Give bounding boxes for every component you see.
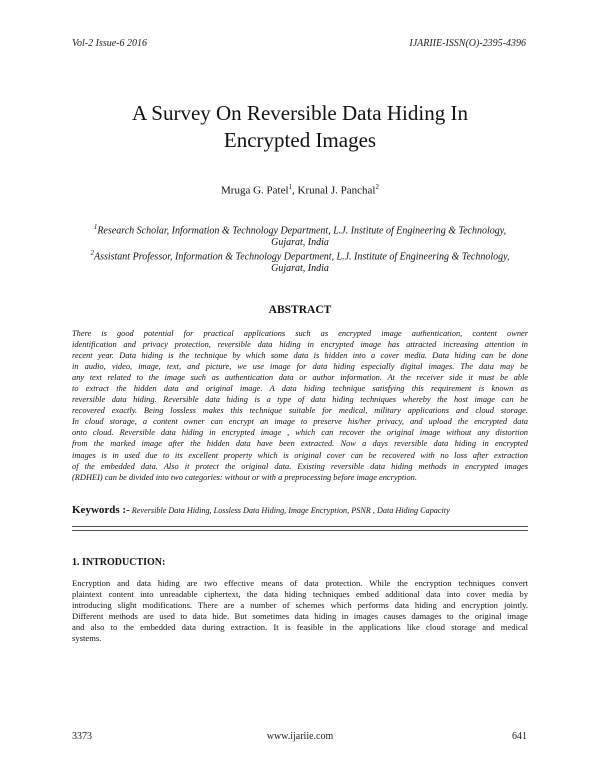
- intro-line: Different methods are used to data hide. But sometimes data hiding in images causes damages to the original image: [72, 611, 528, 622]
- header-volume: Vol-2 Issue-6 2016: [72, 38, 147, 49]
- affiliation-1: [70, 221, 530, 249]
- intro-line: introducing slight modifications. There are a number of schemes which performs data hiding and encryption jointly.: [72, 600, 528, 611]
- introduction-body: [72, 578, 528, 645]
- abstract-line: onto cloud. Reversible data hiding in encrypted image , which can recover the original image without any distortion: [72, 428, 528, 438]
- intro-line: Encryption and data hiding are two effective means of data protection. While the encryption techniques convert: [72, 578, 528, 588]
- keywords-label: Keywords :-: [72, 504, 130, 516]
- affiliation-line: Research Scholar, Information & Technology Department, L.J. Institute of Engineering & Technology,: [97, 225, 507, 237]
- affiliation-2-sup: 2: [90, 249, 94, 257]
- footer-page-number-right: 641: [512, 731, 527, 742]
- keywords-text: Reversible Data Hiding, Lossless Data Hiding, Image Encryption, PSNR , Data Hiding Capacity: [129, 506, 450, 515]
- affiliation-line: Gujarat, India: [271, 237, 329, 249]
- section-divider: [72, 526, 528, 527]
- intro-line: plaintext content into unreadable ciphertext, the data hiding techniques embed additional data into cover media by: [72, 589, 528, 600]
- affiliation-line: Gujarat, India: [271, 263, 329, 275]
- abstract-line: recent year. Data hiding is the technique by which some data is hidden into a cover media. Data hiding can be done: [72, 351, 528, 361]
- section-divider: [72, 530, 528, 531]
- abstract-line: images is in used due to its excellent property which is original cover can be recovered with no loss after extraction: [72, 450, 528, 460]
- abstract-line: any text related to the image such as authentication data or author information. At the receiver side it must be able: [72, 373, 528, 383]
- abstract-heading: ABSTRACT: [268, 304, 332, 316]
- affiliation-1-sup: 1: [93, 223, 98, 231]
- abstract-line: in audio, video, image, text, and picture, we use image for data hiding especially digital images. The data may be: [72, 362, 528, 372]
- introduction-heading: 1. INTRODUCTION:: [72, 557, 166, 568]
- author-list: [0, 183, 600, 197]
- footer-page-number-left: 3373: [72, 731, 92, 742]
- intro-line: systems.: [72, 633, 102, 644]
- abstract-line: There is good potential for practical applications such as encrypted image authentication, content owner: [72, 329, 528, 338]
- abstract-line: recovered exactly. Being lossless makes this technique suitable for medical, military applications and cloud storage.: [72, 406, 528, 416]
- abstract-line: to extract the hidden data and original image. A data hiding technique satisfying this requirement is known as: [72, 384, 528, 394]
- abstract-line: identification and privacy protection, reversible data hiding in encrypted image has attracted increasing attention in: [72, 340, 528, 350]
- author-2: Krunal J. Panchal: [297, 184, 376, 197]
- header-issn: IJARIIE-ISSN(O)-2395-4396: [409, 38, 526, 49]
- affiliation-2: [70, 247, 530, 275]
- affiliation-line: Assistant Professor, Information & Technology Department, L.J. Institute of Engineering & Technology,: [93, 251, 510, 263]
- title-line: A Survey On Reversible Data Hiding In: [132, 101, 468, 125]
- title-line: Encrypted Images: [223, 128, 377, 152]
- abstract-line: reversible data hiding. Reversible data hiding is a type of data hiding techniques whereby the host image can be: [72, 395, 528, 405]
- abstract-line: of the embedded data. Also it protect the original data. Existing reversible data hiding methods in encrypted images: [72, 461, 528, 471]
- footer-website: www.ijariie.com: [266, 731, 334, 742]
- author-1-sup: 1: [288, 183, 293, 191]
- abstract-line: from the marked image after the hidden data have been extracted. Now a days reversible data hiding in encrypted: [72, 439, 528, 449]
- paper-title: [60, 100, 540, 154]
- keywords: [72, 504, 532, 516]
- author-2-sup: 2: [375, 183, 379, 191]
- author-separator: ,: [292, 184, 298, 197]
- abstract-line: (RDHEI) can be divided into two categories: without or with a preprocessing before image encryption.: [72, 472, 417, 482]
- intro-line: and also to the embedded data during extraction. It is feasible in the applications like cloud storage and medical: [72, 622, 528, 633]
- abstract-body: [72, 328, 528, 483]
- author-1: Mruga G. Patel: [221, 184, 289, 197]
- abstract-line: In cloud storage, a content owner can encrypt an image to preserve his/her privacy, and upload the encrypted data: [72, 417, 528, 427]
